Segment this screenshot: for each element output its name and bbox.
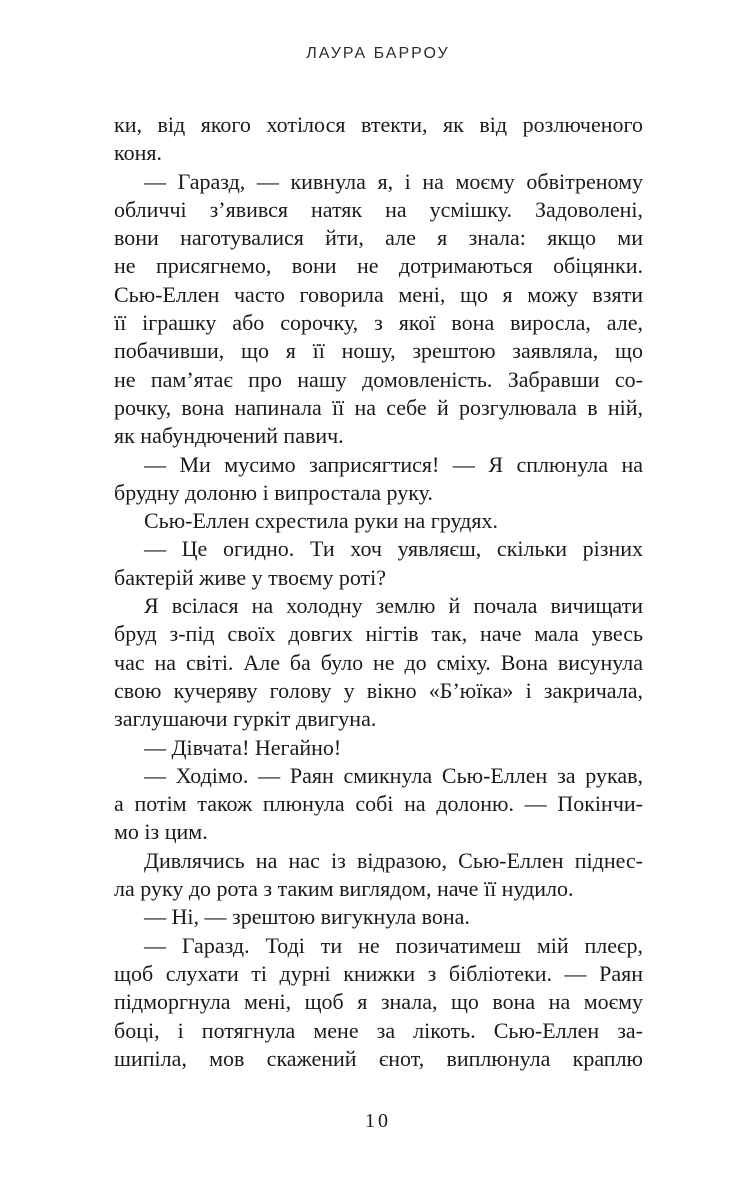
text-line: — Гаразд. Тоді ти не позичатимеш мій плеєр,	[144, 932, 643, 958]
paragraph	[114, 507, 643, 535]
text-line: — Гаразд, — кивнула я, і на моєму обвітреному	[144, 168, 643, 194]
text-line: — Ми мусимо заприсягтися! — Я сплюнула на	[144, 451, 643, 477]
text-line: обличчі з’явився натяк на усмішку. Задоволені,	[114, 196, 643, 222]
paragraph	[114, 111, 643, 168]
text-line: а потім також плюнула собі на долоню. — Покінчи-	[114, 791, 643, 817]
paragraph	[114, 847, 643, 904]
paragraph	[114, 592, 643, 733]
text-line: не присягнемо, вони не дотримаються обіцянки.	[114, 253, 643, 279]
text-line: вони наготувалися йти, але я знала: якщо ми	[114, 225, 643, 251]
text-line: — Ні, — зрештою вигукнула вона.	[144, 904, 470, 930]
text-line: Я всілася на холодну землю й почала вичищати	[144, 593, 643, 619]
text-line: час на світі. Але ба було не до сміху. Вона висунула	[114, 649, 643, 675]
page-number: 10	[365, 1110, 391, 1132]
text-line: як набундючений павич.	[114, 423, 344, 449]
text-line: бактерій живе у твоєму роті?	[114, 564, 387, 590]
author-name: ЛАУРА БАРРОУ	[306, 45, 450, 62]
paragraph	[114, 932, 643, 1073]
text-line: боці, і потягнула мене за лікоть. Сью-Еллен за-	[114, 1017, 643, 1043]
text-line: мо із цим.	[114, 819, 208, 845]
paragraph	[114, 451, 643, 508]
text-line: Сью-Еллен часто говорила мені, що я можу взяти	[114, 281, 643, 307]
paragraph	[114, 762, 643, 847]
text-line: побачивши, що я її ношу, зрештою заявляла, що	[114, 338, 643, 364]
text-line: брудну долоню і випростала руку.	[114, 479, 433, 505]
text-line: Сью-Еллен схрестила руки на грудях.	[144, 508, 498, 534]
paragraph	[114, 168, 643, 451]
running-head	[0, 45, 756, 63]
text-line: ла руку до рота з таким виглядом, наче її нудило.	[114, 876, 574, 902]
text-line: — Ходімо. — Раян смикнула Сью-Еллен за рукав,	[144, 762, 643, 788]
body-text	[114, 111, 643, 1073]
paragraph	[114, 903, 643, 931]
text-line: Дивлячись на нас із відразою, Сью-Еллен піднес-	[144, 847, 643, 873]
text-line: не пам’ятає про нашу домовленість. Забравши со-	[114, 366, 643, 392]
text-line: її іграшку або сорочку, з якої вона виросла, але,	[114, 310, 643, 336]
text-line: ки, від якого хотілося втекти, як від розлюченого	[114, 112, 643, 137]
text-line: підморгнула мені, щоб я знала, що вона на моєму	[114, 989, 643, 1015]
text-line: свою кучеряву голову у вікно «Б’юїка» і закричала,	[114, 677, 643, 703]
text-line: коня.	[114, 140, 162, 166]
text-line: шипіла, мов скажений єнот, виплюнула краплю	[114, 1045, 643, 1071]
paragraph	[114, 734, 643, 762]
text-line: бруд з-під своїх довгих нігтів так, наче мала увесь	[114, 621, 643, 647]
text-line: — Це огидно. Ти хоч уявляєш, скільки різних	[144, 536, 643, 562]
paragraph	[114, 535, 643, 592]
text-line: рочку, вона напинала її на себе й розгулювала в ній,	[114, 394, 643, 420]
text-line: заглушаючи гуркіт двигуна.	[114, 706, 377, 732]
text-line: щоб слухати ті дурні книжки з бібліотеки. — Раян	[114, 960, 643, 986]
text-line: — Дівчата! Негайно!	[144, 734, 342, 760]
